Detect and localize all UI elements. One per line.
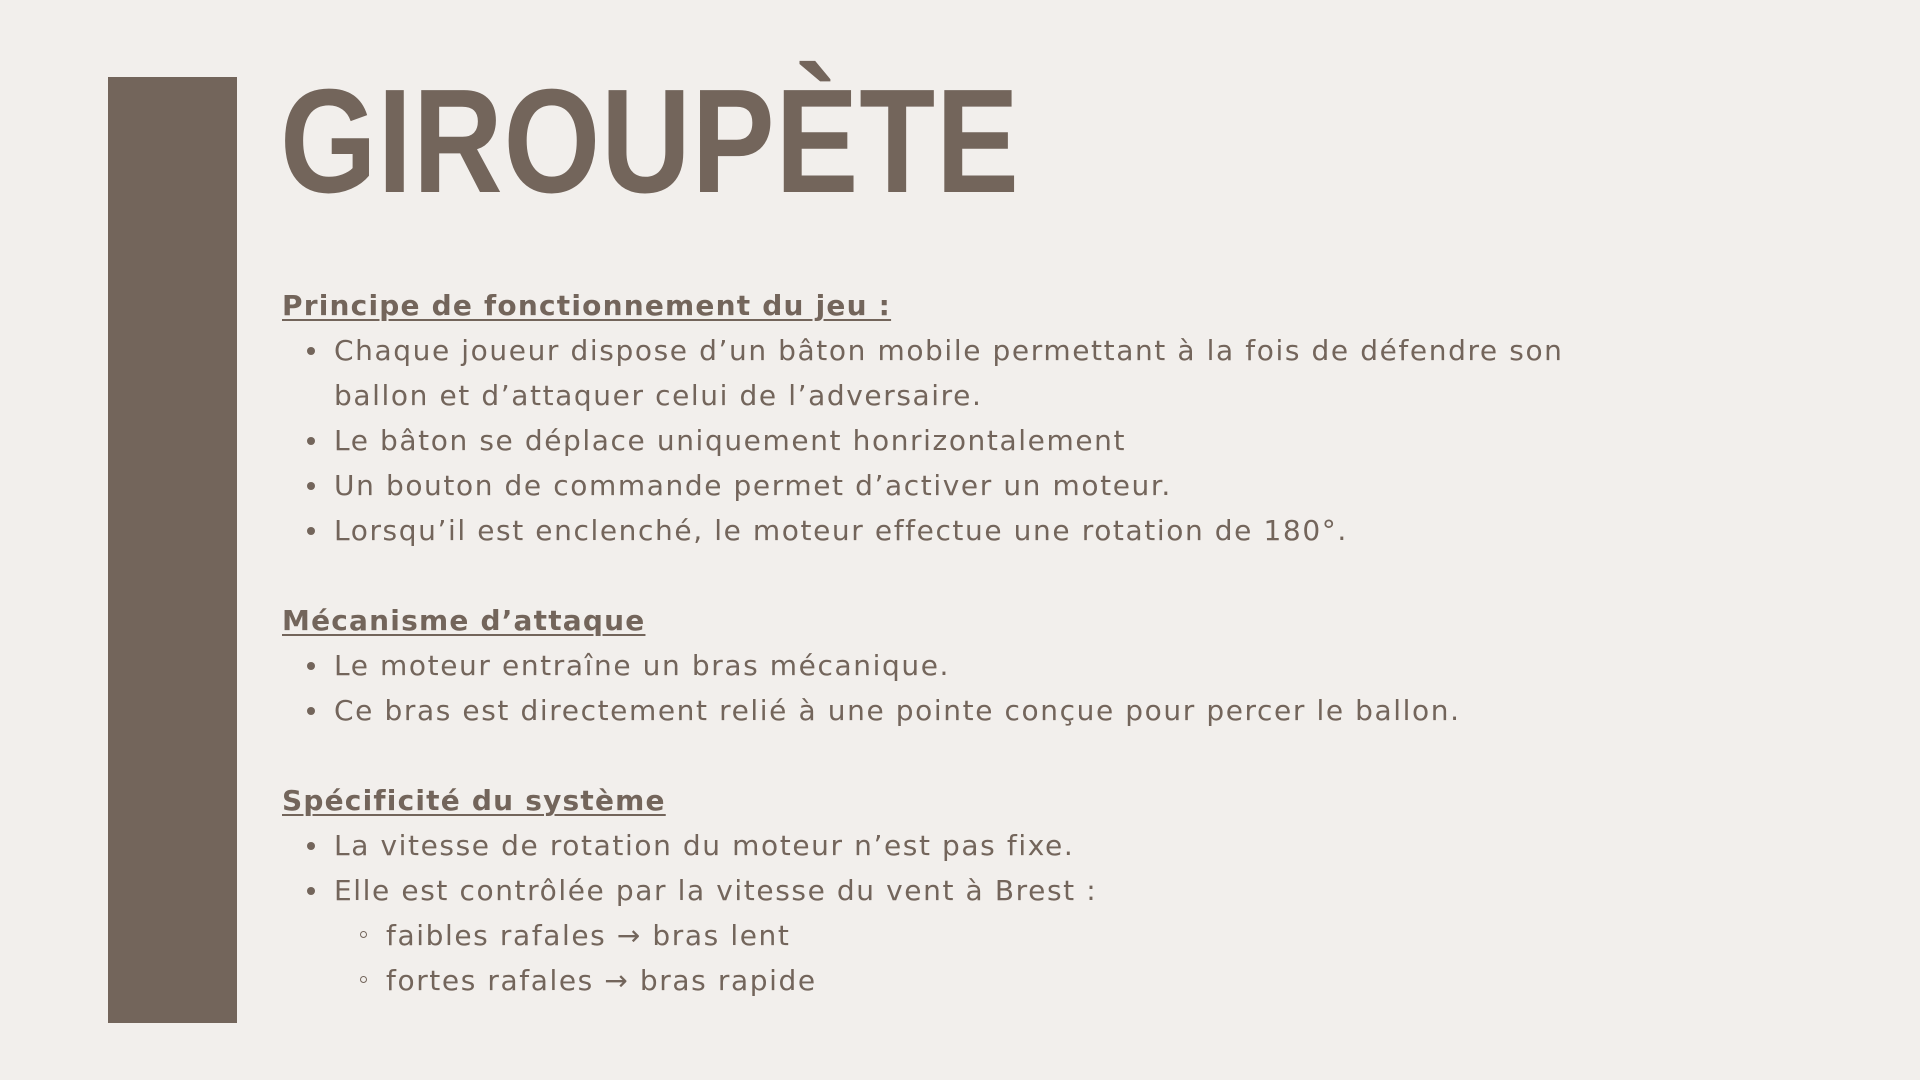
list-item <box>334 868 1644 1003</box>
list-item: Le moteur entraîne un bras mécanique. <box>334 643 1644 688</box>
list-item: La vitesse de rotation du moteur n’est pas fixe. <box>334 823 1644 868</box>
section-heading: Spécificité du système <box>282 784 666 817</box>
list-item: Lorsqu’il est enclenché, le moteur effectue une rotation de 180°. <box>334 508 1644 553</box>
bullet-list <box>282 328 1682 553</box>
list-item-text: Elle est contrôlée par la vitesse du vent à Brest : <box>334 874 1098 907</box>
bullet-list <box>282 823 1682 1003</box>
sub-list-item: faibles rafales → bras lent <box>386 913 1644 958</box>
list-item: Le bâton se déplace uniquement honrizontalement <box>334 418 1644 463</box>
section-attack <box>282 598 1682 733</box>
section-specificity <box>282 778 1682 1003</box>
list-item: Un bouton de commande permet d’activer un moteur. <box>334 463 1644 508</box>
list-item: Chaque joueur dispose d’un bâton mobile permettant à la fois de défendre son ballon et d’attaquer celui de l’adversaire. <box>334 328 1644 418</box>
list-item: Ce bras est directement relié à une pointe conçue pour percer le ballon. <box>334 688 1644 733</box>
slide-title: GIROUPÈTE <box>280 59 1020 224</box>
section-heading: Mécanisme d’attaque <box>282 604 646 637</box>
sub-bullet-list <box>334 913 1644 1003</box>
slide-content <box>282 283 1682 1048</box>
section-principle <box>282 283 1682 553</box>
bullet-list <box>282 643 1682 733</box>
accent-bar <box>108 77 237 1023</box>
sub-list-item: fortes rafales → bras rapide <box>386 958 1644 1003</box>
section-heading: Principe de fonctionnement du jeu : <box>282 289 892 322</box>
